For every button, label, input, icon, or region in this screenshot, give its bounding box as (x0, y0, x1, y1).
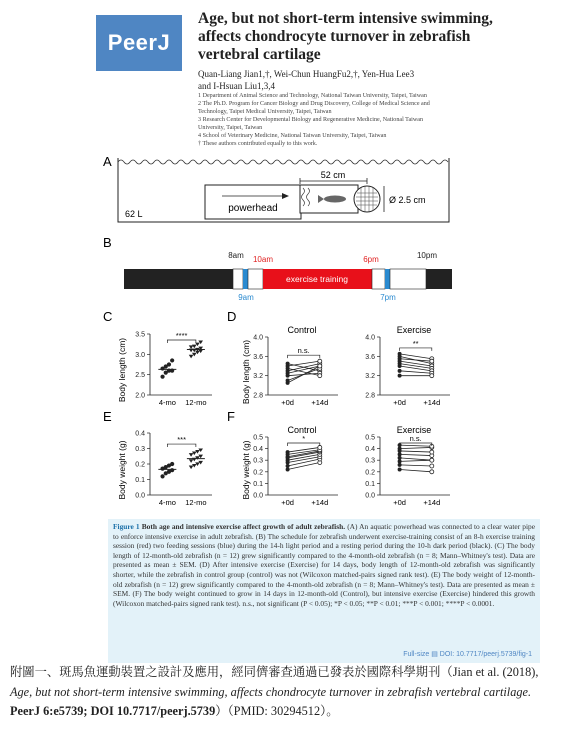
data-point (286, 464, 290, 468)
panel-f-letter: F (227, 409, 235, 424)
x-tick-label: +0d (393, 498, 406, 507)
paired-line (288, 459, 320, 466)
fish-icon (324, 196, 346, 203)
caption-footer[interactable]: Full-size ▤ DOI: 10.7717/peerj.5739/fig-1 (403, 651, 532, 659)
paired-line (400, 359, 432, 361)
time-10pm: 10pm (416, 251, 438, 260)
paired-line (288, 463, 320, 470)
y-tick-label: 0.2 (365, 469, 375, 477)
panel-b-letter: B (103, 235, 112, 250)
panel-a-letter: A (103, 154, 112, 169)
affiliation: 1 Department of Animal Science and Technology, National Taiwan University, Taipei, Taiwan (198, 93, 427, 99)
y-tick-label: 0.2 (135, 461, 145, 469)
e-ylabel: Body weight (g) (117, 440, 127, 500)
time-10am: 10am (252, 255, 274, 264)
y-tick-label: 3.2 (365, 373, 375, 381)
schedule-bar (124, 269, 452, 289)
data-point (286, 379, 290, 383)
authors-line-2: and I-Hsuan Liu1,3,4 (198, 80, 275, 91)
paired-line (400, 469, 432, 471)
y-tick-label: 0.5 (365, 434, 375, 442)
data-point (430, 374, 434, 378)
data-point (398, 459, 402, 463)
data-point (286, 371, 290, 375)
y-tick-label: 0.4 (135, 430, 145, 438)
data-point (170, 468, 174, 472)
paired-line (400, 445, 432, 446)
length-label: 52 cm (320, 170, 346, 180)
data-point (318, 364, 322, 368)
y-tick-label: 0.4 (365, 446, 375, 454)
data-point (286, 450, 290, 454)
paired-line (400, 361, 432, 366)
y-tick-label: 0.3 (135, 446, 145, 453)
authors-line-1: Quan-Liang Jian1,†, Wei-Chun HuangFu2,†, Yen-Hua Lee3 (198, 69, 415, 79)
dark-period (426, 269, 452, 289)
data-point (398, 463, 402, 467)
y-tick-label: 3.6 (253, 353, 263, 361)
data-point (430, 359, 434, 363)
x-tick-label: 4-mo (158, 498, 176, 507)
data-point (318, 374, 322, 378)
data-point (318, 359, 322, 363)
data-point (286, 467, 290, 471)
x-tick-label: 12-mo (185, 398, 207, 407)
peerj-logo: PeerJ (96, 15, 182, 71)
time-6pm: 6pm (363, 255, 379, 264)
y-tick-label: 0.3 (365, 457, 375, 465)
affiliation: † These authors contributed equally to this work. (198, 141, 318, 147)
feeding-session (385, 269, 390, 289)
x-tick-label: +0d (281, 398, 294, 407)
paired-line (400, 454, 432, 455)
chinese-caption-journal: PeerJ 6:e5739; DOI 10.7717/peerj.5739 (10, 704, 216, 718)
y-tick-label: 4.0 (253, 334, 263, 342)
y-tick-label: 2.0 (135, 392, 145, 400)
feeding-session (243, 269, 248, 289)
powerhead-label: powerhead (228, 203, 278, 214)
paper-title: Age, but not short-term intensive swimming, affects chondrocyte turnover in zebrafish vertebral cartilage (198, 10, 493, 63)
significance-bracket (167, 444, 196, 447)
affiliation: University, Taipei, Taiwan (198, 125, 263, 131)
data-point (430, 458, 434, 462)
significance-bracket (288, 443, 320, 446)
y-tick-label: 2.8 (253, 392, 263, 400)
light-period (233, 269, 243, 289)
y-tick-label: 0.2 (253, 469, 263, 477)
significance-bracket (400, 348, 432, 351)
data-point (398, 374, 402, 378)
chinese-caption (10, 663, 555, 722)
figure-title: Both age and intensive exercise affect growth of adult zebrafish. (141, 522, 346, 531)
significance-bracket (167, 340, 196, 343)
paired-line (400, 458, 432, 460)
y-tick-label: 3.6 (365, 353, 375, 361)
data-point (398, 369, 402, 373)
significance-label: * (302, 434, 306, 443)
diameter-label: Ø 2.5 cm (389, 195, 426, 205)
f-exercise-title: Exercise (396, 425, 432, 435)
chinese-caption-prefix: 附圖一、斑馬魚運動裝置之設計及應用，經同儕審查通過已發表於國際科學期刊（Jian et al. (2018), (10, 665, 539, 679)
y-tick-label: 0.0 (253, 492, 263, 500)
data-point (398, 447, 402, 451)
data-point (167, 362, 171, 366)
time-8am: 8am (228, 251, 244, 260)
paired-line (400, 364, 432, 369)
f-control-title: Control (287, 425, 317, 435)
significance-bracket (288, 355, 320, 358)
data-point (398, 456, 402, 460)
paired-line (400, 366, 432, 371)
paired-line (400, 371, 432, 373)
panel-e-letter: E (103, 409, 112, 424)
chinese-caption-paper-title: Age, but not short-term intensive swimming, affects chondrocyte turnover in zebrafish vertebral cartilage. (10, 684, 532, 699)
y-tick-label: 4.0 (365, 334, 375, 342)
paired-line (400, 460, 432, 461)
data-point (189, 459, 194, 463)
y-tick-label: 2.8 (365, 392, 375, 400)
data-point (398, 357, 402, 361)
data-point (160, 474, 164, 478)
tank-volume: 62 L (125, 209, 143, 219)
y-tick-label: 0.0 (135, 492, 145, 500)
d-ylabel: Body length (cm) (241, 339, 251, 405)
x-tick-label: +0d (393, 398, 406, 407)
significance-label: *** (177, 435, 187, 445)
y-tick-label: 0.1 (135, 477, 145, 484)
panel-d-letter: D (227, 309, 237, 324)
y-tick-label: 2.5 (135, 372, 145, 380)
x-tick-label: 4-mo (158, 398, 176, 407)
x-tick-label: +14d (311, 398, 329, 407)
light-period (372, 269, 385, 289)
significance-label: n.s. (297, 346, 310, 356)
light-period (390, 269, 426, 289)
data-point (430, 450, 434, 454)
data-point (170, 358, 174, 362)
data-point (430, 470, 434, 474)
y-tick-label: 0.3 (253, 457, 263, 465)
data-point (398, 364, 402, 368)
figure-tag: Figure 1 (113, 522, 140, 531)
data-point (286, 366, 290, 370)
c-ylabel: Body length (cm) (117, 337, 127, 403)
f-ylabel: Body weight (g) (241, 440, 251, 500)
light-period (248, 269, 263, 289)
affiliation: 4 School of Veterinary Medicine, National Taiwan University, Taipei, Taiwan (198, 133, 387, 139)
paired-line (400, 447, 432, 448)
data-point (160, 375, 164, 379)
data-point (189, 453, 194, 457)
time-7pm: 7pm (380, 293, 396, 302)
data-point (398, 452, 402, 456)
affiliation: 3 Research Center for Developmental Biology and Regenerative Medicine, National Taiwan (198, 117, 424, 123)
paired-line (288, 361, 320, 366)
time-9am: 9am (238, 293, 254, 302)
panel-c-letter: C (103, 309, 113, 324)
plots (135, 331, 450, 507)
exercise-label: exercise training (286, 274, 348, 284)
pipe-mesh-icon (354, 186, 380, 212)
water-surface (118, 160, 448, 164)
x-tick-label: 12-mo (185, 498, 207, 507)
paired-line (400, 465, 432, 466)
data-point (189, 466, 194, 470)
data-point (430, 464, 434, 468)
y-tick-label: 0.0 (365, 492, 375, 500)
dark-period (124, 269, 233, 289)
significance-label: ** (412, 338, 419, 348)
d-exercise-title: Exercise (396, 325, 432, 335)
y-tick-label: 3.5 (135, 331, 145, 339)
affiliation: Technology, Taipei Medical University, Taipei, Taiwan (198, 109, 332, 115)
paired-line (400, 451, 432, 452)
x-tick-label: +0d (281, 498, 294, 507)
paired-line (400, 354, 432, 359)
y-tick-label: 0.4 (253, 446, 263, 454)
data-point (318, 445, 322, 449)
affiliation: 2 The Ph.D. Program for Cancer Biology and Drug Discovery, College of Medical Science and (198, 101, 430, 107)
figure-caption (108, 519, 540, 663)
data-point (189, 355, 194, 359)
y-tick-label: 0.1 (365, 480, 375, 488)
x-tick-label: +14d (311, 498, 329, 507)
d-control-title: Control (287, 325, 317, 335)
y-tick-label: 0.1 (253, 480, 263, 488)
significance-label: **** (175, 331, 188, 340)
data-point (398, 467, 402, 471)
y-tick-label: 3.0 (135, 351, 145, 359)
x-tick-label: +14d (423, 398, 441, 407)
x-tick-label: +14d (423, 498, 441, 507)
caption-body: (A) An aquatic powerhead was connected to a clear water pipe to enforce intensive exercise in adult zebrafish. (B) The schedule for zebrafish underwent exercise-training consist of an 8-h exercise training session (red) two feeding sessions (blue) during the 14-h light period and a resting period during the 10-h dark period (black). (C) The body length of 12-month-old zebrafish (n = 12) grew significantly compared to the 4-month-old zebrafish (n = 8; Mann–Whitney's test). Data are presented as mean ± SEM. (D) After intensive exercise (Exercise) for 14 days, body length of 12-month-old zebrafish was significantly shorter, while the zebrafish in control group (control) was not (Wilcoxon matched-pairs signed rank test). (E) The body weight of 12-month-old zebrafish (n = 12) grew significantly compared to the 4-month-old zebrafish (n = 8; Mann–Whitney's test). Data are presented as mean ± SEM. (F) The body weight continued to grow in 14 days in 12-month-old (Control), but intensive exercise (Exercise) hindered this growth (Wilcoxon matched-pairs signed rank test). n.s., not significant (P < 0.05); *P < 0.05; **P < 0.01; ***P < 0.001; ****P < 0.0001. (113, 522, 535, 608)
chinese-caption-pmid: ）（PMID: 30294512）。 (215, 704, 339, 718)
data-point (189, 345, 194, 349)
y-tick-label: 0.5 (253, 434, 263, 442)
significance-label: n.s. (409, 434, 422, 443)
y-tick-label: 3.2 (253, 373, 263, 381)
data-point (170, 462, 174, 466)
